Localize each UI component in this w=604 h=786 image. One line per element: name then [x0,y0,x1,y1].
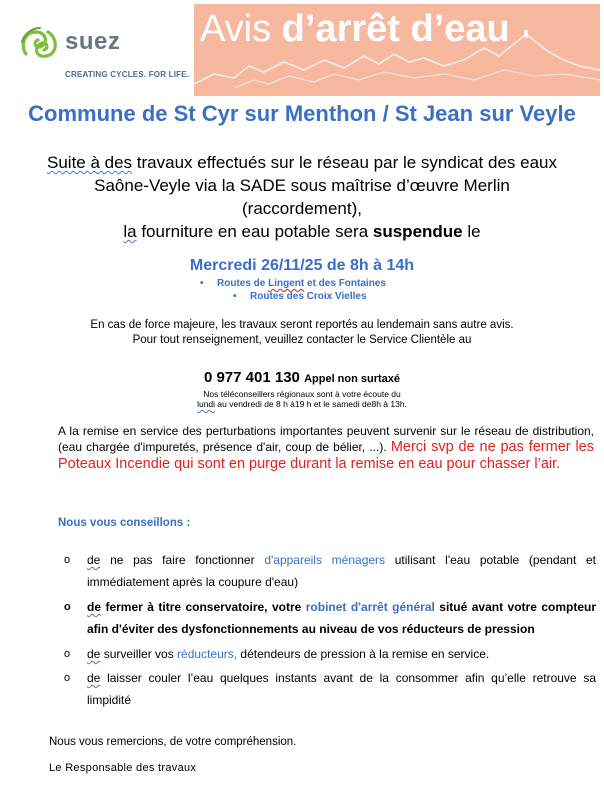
hours-day: lundi [197,399,216,409]
intro-line3: (raccordement), [242,199,362,218]
remise-text: A la remise en service des perturbations importantes peuvent survenir sur le réseau de distribution, (eau chargée d'impuretés, présence d'air, coup de bélier, ...). [58,424,594,454]
route-item: Routes des Croix Vielles [250,291,367,302]
conseils-heading: Nous vous conseillons : [58,517,191,529]
suez-logo-icon [18,24,66,64]
banner-title-bold: d’arrêt d’eau [281,8,510,50]
intro-line1: travaux effectués sur le réseau par le syndicat des eaux [132,153,557,172]
circle-bullet-icon: o [64,554,71,566]
outage-date: Mercredi 26/11/25 de 8h à 14h [189,257,415,274]
intro-line2: Saône-Veyle via la SADE sous maîtrise d’œuvre Merlin [94,176,510,195]
list-item: o de fermer à titre conservatoire, votre robinet d'arrêt général situé avant votre compteur afin d'éviter des dysfonctionnements au niveau de vos réducteurs de pression [60,596,596,640]
banner-title [200,8,510,51]
contact-line: Pour tout renseignement, veuillez contacter le Service Clientèle au [132,334,472,346]
phone-hours [0,389,604,409]
commune-title: Commune de St Cyr sur Menthon / St Jean sur Veyle [28,101,576,126]
intro-suspendue: suspendue [372,222,463,241]
intro-le: le [462,222,481,241]
banner [194,4,600,96]
banner-title-prefix: Avis [200,8,282,50]
list-item: o de ne pas faire fonctionner d'appareils ménagers utilisant l'eau potable (pendant et immédiatement après la coupure d'eau) [60,549,596,593]
phone-number: 0 977 401 130 [203,369,300,386]
bullet-icon: • [233,291,237,302]
hours-line1: Nos téléconseillers régionaux sont à votre écoute du [203,389,401,399]
logo-wordmark: suez [65,28,121,55]
hours-line2: au vendredi de 8 h à19 h et le samedi de8h à 13h. [215,399,407,409]
circle-bullet-icon: o [64,648,71,660]
circle-bullet-icon: o [64,672,71,684]
intro-paragraph [0,151,604,243]
thanks-line: Nous vous remercions, de votre compréhension. [49,736,297,748]
remise-warning: Merci svp de ne pas fermer les Poteaux Incendie qui sont en purge durant la remise en eau pour chasser l’air. [58,439,594,472]
remise-paragraph [58,423,594,473]
intro-suite: Suite à des [47,153,133,172]
logo-tagline: CREATING CYCLES. FOR LIFE. [65,70,190,79]
intro-la: la [123,222,137,241]
list-item: o de surveiller vos réducteurs, détendeurs de pression à la remise en service. [60,643,596,665]
phone-block [0,369,604,386]
conseils-list [60,549,596,711]
intro-line4: fourniture en eau potable sera [136,222,373,241]
list-item: o de laisser couler l’eau quelques instants avant de la consommer afin qu’elle retrouve sa limpidité [60,667,596,711]
route-item: Routes de Lingent et des Fontaines [217,278,386,289]
bullet-icon: • [200,278,204,289]
circle-bullet-icon: o [64,601,71,613]
phone-note: Appel non surtaxé [304,373,401,385]
force-majeure: En cas de force majeure, les travaux seront reportés au lendemain sans autre avis. [90,319,514,331]
signature: Le Responsable des travaux [49,762,197,774]
